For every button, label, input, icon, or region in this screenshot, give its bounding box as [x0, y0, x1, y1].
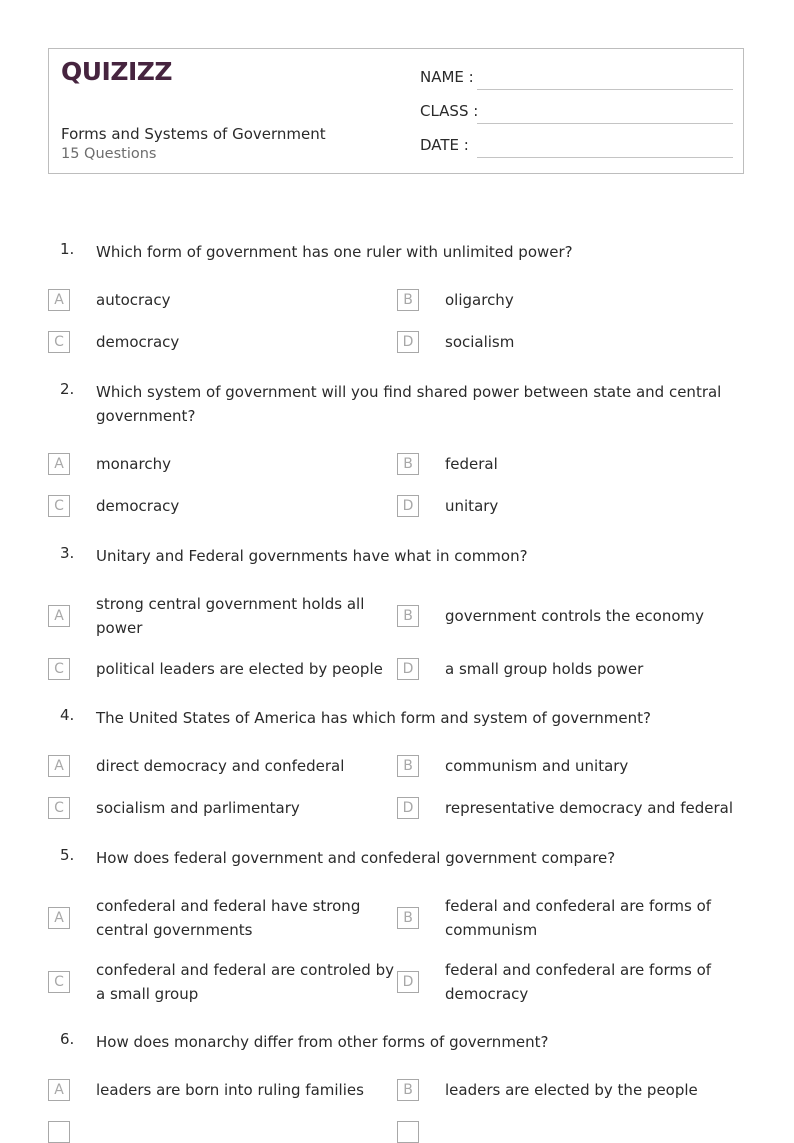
- option-letter-box: [48, 1121, 70, 1143]
- question-text: Which form of government has one ruler with unlimited power?: [96, 243, 573, 261]
- class-line[interactable]: [477, 123, 733, 124]
- option-text: unitary: [445, 497, 499, 515]
- option-letter: C: [48, 797, 70, 819]
- option-letter: A: [48, 605, 70, 627]
- option-text: confederal and federal are controled by a small group: [96, 961, 394, 1003]
- question-text: The United States of America has which form and system of government?: [96, 709, 651, 727]
- option-letter: B: [397, 289, 419, 311]
- class-label: CLASS :: [420, 102, 479, 120]
- option-letter: D: [397, 331, 419, 353]
- option-text: socialism and parlimentary: [96, 799, 300, 817]
- option-text: democracy: [96, 333, 180, 351]
- option-letter: D: [397, 495, 419, 517]
- option-letter: A: [48, 907, 70, 929]
- question-number: 6.: [60, 1030, 75, 1048]
- question-number: 1.: [60, 240, 75, 258]
- question-number: 5.: [60, 846, 75, 864]
- option-text: direct democracy and confederal: [96, 757, 345, 775]
- question-text: Which system of government will you find shared power between state and central government?: [96, 383, 722, 425]
- option-letter: B: [397, 907, 419, 929]
- option-text: monarchy: [96, 455, 171, 473]
- question-number: 4.: [60, 706, 75, 724]
- option-letter: C: [48, 331, 70, 353]
- worksheet-header: [48, 48, 744, 174]
- option-text: leaders are elected by the people: [445, 1081, 698, 1099]
- option-letter: A: [48, 453, 70, 475]
- question-count: 15 Questions: [61, 146, 157, 162]
- option-text: strong central government holds all power: [96, 595, 365, 637]
- option-text: federal: [445, 455, 498, 473]
- option-letter: A: [48, 289, 70, 311]
- option-letter-box: [397, 1121, 419, 1143]
- question-text: How does federal government and confederal government compare?: [96, 849, 616, 867]
- option-letter: C: [48, 658, 70, 680]
- date-label: DATE :: [420, 136, 469, 154]
- option-text: communism and unitary: [445, 757, 629, 775]
- option-text: a small group holds power: [445, 660, 644, 678]
- option-text: socialism: [445, 333, 515, 351]
- option-text: federal and confederal are forms of democracy: [445, 961, 712, 1003]
- option-text: political leaders are elected by people: [96, 660, 383, 678]
- name-label: NAME :: [420, 68, 474, 86]
- option-text: democracy: [96, 497, 180, 515]
- name-line[interactable]: [477, 89, 733, 90]
- option-letter: B: [397, 605, 419, 627]
- class-field[interactable]: [420, 102, 733, 124]
- worksheet-title: Forms and Systems of Government: [61, 125, 326, 143]
- option-letter: A: [48, 1079, 70, 1101]
- question-text: How does monarchy differ from other forms of government?: [96, 1033, 549, 1051]
- option-letter: B: [397, 755, 419, 777]
- option-text: confederal and federal have strong central governments: [96, 897, 361, 939]
- option-text: leaders are born into ruling families: [96, 1081, 364, 1099]
- option-letter: C: [48, 971, 70, 993]
- option-text: government controls the economy: [445, 607, 704, 625]
- option-text: federal and confederal are forms of communism: [445, 897, 712, 939]
- option-letter: D: [397, 971, 419, 993]
- option-text: representative democracy and federal: [445, 799, 734, 817]
- option-letter: D: [397, 797, 419, 819]
- option-letter: D: [397, 658, 419, 680]
- option-letter: C: [48, 495, 70, 517]
- option-letter: B: [397, 453, 419, 475]
- option-text: autocracy: [96, 291, 171, 309]
- question-number: 3.: [60, 544, 75, 562]
- date-field[interactable]: [420, 136, 733, 158]
- quizizz-logo: QUIZIZZ: [61, 57, 173, 86]
- question-number: 2.: [60, 380, 75, 398]
- question-text: Unitary and Federal governments have what in common?: [96, 547, 528, 565]
- option-text: oligarchy: [445, 291, 514, 309]
- option-letter: B: [397, 1079, 419, 1101]
- name-field[interactable]: [420, 68, 733, 90]
- date-line[interactable]: [477, 157, 733, 158]
- option-letter: A: [48, 755, 70, 777]
